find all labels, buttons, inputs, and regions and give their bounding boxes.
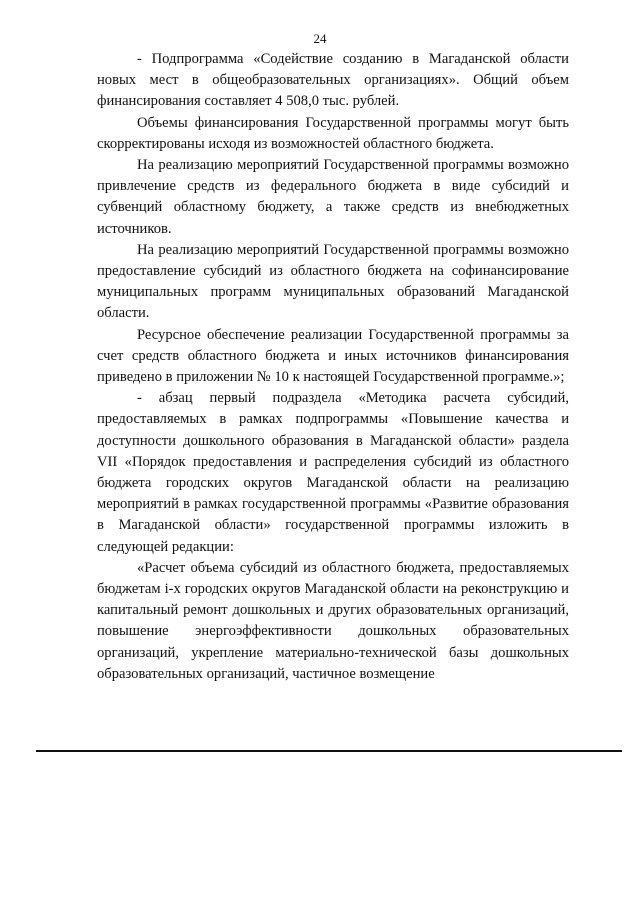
paragraph-funding-adjustment: Объемы финансирования Государственной программы могут быть скорректированы исходя из возможностей областного бюджета. [97, 114, 569, 152]
footer-divider [36, 750, 622, 752]
page-number: 24 [313, 31, 327, 46]
paragraph-methodology-amendment: - абзац первый подраздела «Методика расчета субсидий, предоставляемых в рамках подпрограммы «Повышение качества и доступности дошкольного образования в Магаданской области» раздела VII «Порядок предоставления и распределения субсидий из областного бюджета городских округов Магаданской области на реализацию мероприятий в рамках государственной программы «Развитие образования в Магаданской области» государственной программы изложить в следующей редакции: [97, 390, 569, 555]
paragraph-federal-funds: На реализацию мероприятий Государственной программы возможно привлечение средств из федерального бюджета в виде субсидий и субвенций областному бюджету, а также средств из внебюджетных источников. [97, 157, 569, 237]
paragraph-subsidy-calculation: «Расчет объема субсидий из областного бюджета, предоставляемых бюджетам i-х городских округов Магаданской области на реконструкцию и капитальный ремонт дошкольных и других образовательных организаций, повышение энергоэффективности дошкольных образовательных организаций, укрепление материально-технической базы дошкольных образовательных организаций, частичное возмещение [97, 559, 569, 682]
paragraph-municipal-subsidies: На реализацию мероприятий Государственной программы возможно предоставление субсидий из областного бюджета на софинансирование муниципальных программ муниципальных образований Магаданской области. [97, 241, 569, 322]
document-body [97, 49, 569, 685]
paragraph-resource-provision: Ресурсное обеспечение реализации Государственной программы за счет средств областного бюджета и иных источников финансирования приведено в приложении № 10 к настоящей Государственной программе.»; [97, 326, 569, 386]
paragraph-subprogram-funding: - Подпрограмма «Содействие созданию в Магаданской области новых мест в общеобразовательных организациях». Общий объем финансирования составляет 4 508,0 тыс. рублей. [97, 51, 569, 110]
